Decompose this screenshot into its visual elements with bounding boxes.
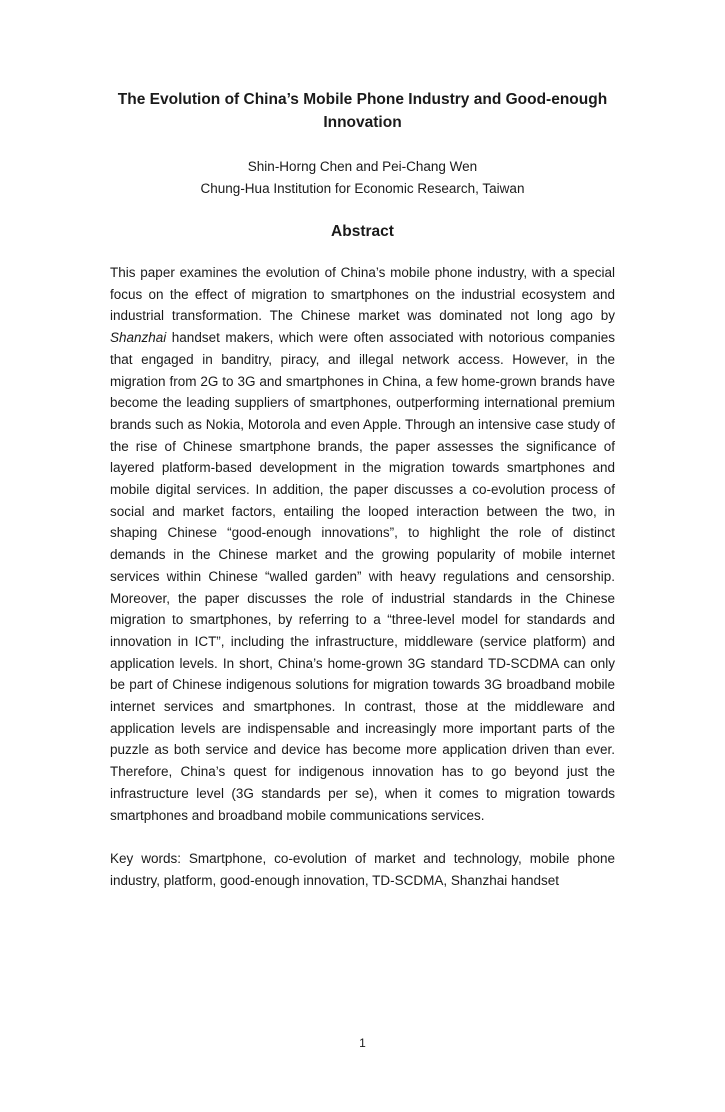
abstract-heading: Abstract bbox=[331, 223, 394, 240]
keywords: Key words: Smartphone, co-evolution of market and technology, mobile phone industry, platform, good-enough innovation, TD-SCDMA, Shanzhai handset bbox=[110, 850, 615, 888]
abstract-text-part2: handset makers, which were often associated with notorious companies that engaged in banditry, piracy, and illegal network access. However, in the migration from 2G to 3G and smartphones in China, a few home-grown brands have become the leading suppliers of smartphones, outperforming international premium brands such as Nokia, Motorola and even Apple. Through an intensive case study of the rise of Chinese smartphone brands, the paper assesses the significance of layered platform-based development in the migration towards smartphones and mobile digital services. In addition, the paper discusses a co-evolution process of social and market factors, entailing the looped interaction between the two, in shaping Chinese “good-enough innovations”, to highlight the role of distinct demands in the Chinese market and the growing popularity of mobile internet services within Chinese “walled garden” with heavy regulations and censorship. Moreover, the paper discusses the role of industrial standards in the Chinese migration to smartphones, by referring to a “three-level model for standards and innovation in ICT”, including the infrastructure, middleware (service platform) and application levels. In short, China’s home-grown 3G standard TD-SCDMA can only be part of Chinese indigenous solutions for migration towards 3G broadband mobile internet services and smartphones. In contrast, those at the middleware and application levels are indispensable and increasingly more important parts of the puzzle as both service and device has become more application driven than ever. Therefore, China’s quest for indigenous innovation has to go beyond just the infrastructure level (3G standards per se), when it comes to migration towards smartphones and broadband mobile communications services. bbox=[110, 330, 615, 823]
abstract-text bbox=[110, 262, 615, 826]
paper-page bbox=[0, 88, 725, 1112]
author-affiliation: Chung-Hua Institution for Economic Research, Taiwan bbox=[200, 181, 525, 196]
paper-title: The Evolution of China’s Mobile Phone Industry and Good-enough Innovation bbox=[117, 91, 608, 131]
author-names: Shin-Horng Chen and Pei-Chang Wen bbox=[247, 159, 478, 174]
page-number: 1 bbox=[359, 1036, 366, 1050]
abstract-italic-term: Shanzhai bbox=[110, 330, 167, 346]
author-block bbox=[110, 156, 615, 200]
abstract-text-part1: This paper examines the evolution of China’s mobile phone industry, with a special focus on the effect of migration to smartphones on the industrial ecosystem and industrial transformation. The Chinese market was dominated not long ago by bbox=[110, 265, 615, 324]
